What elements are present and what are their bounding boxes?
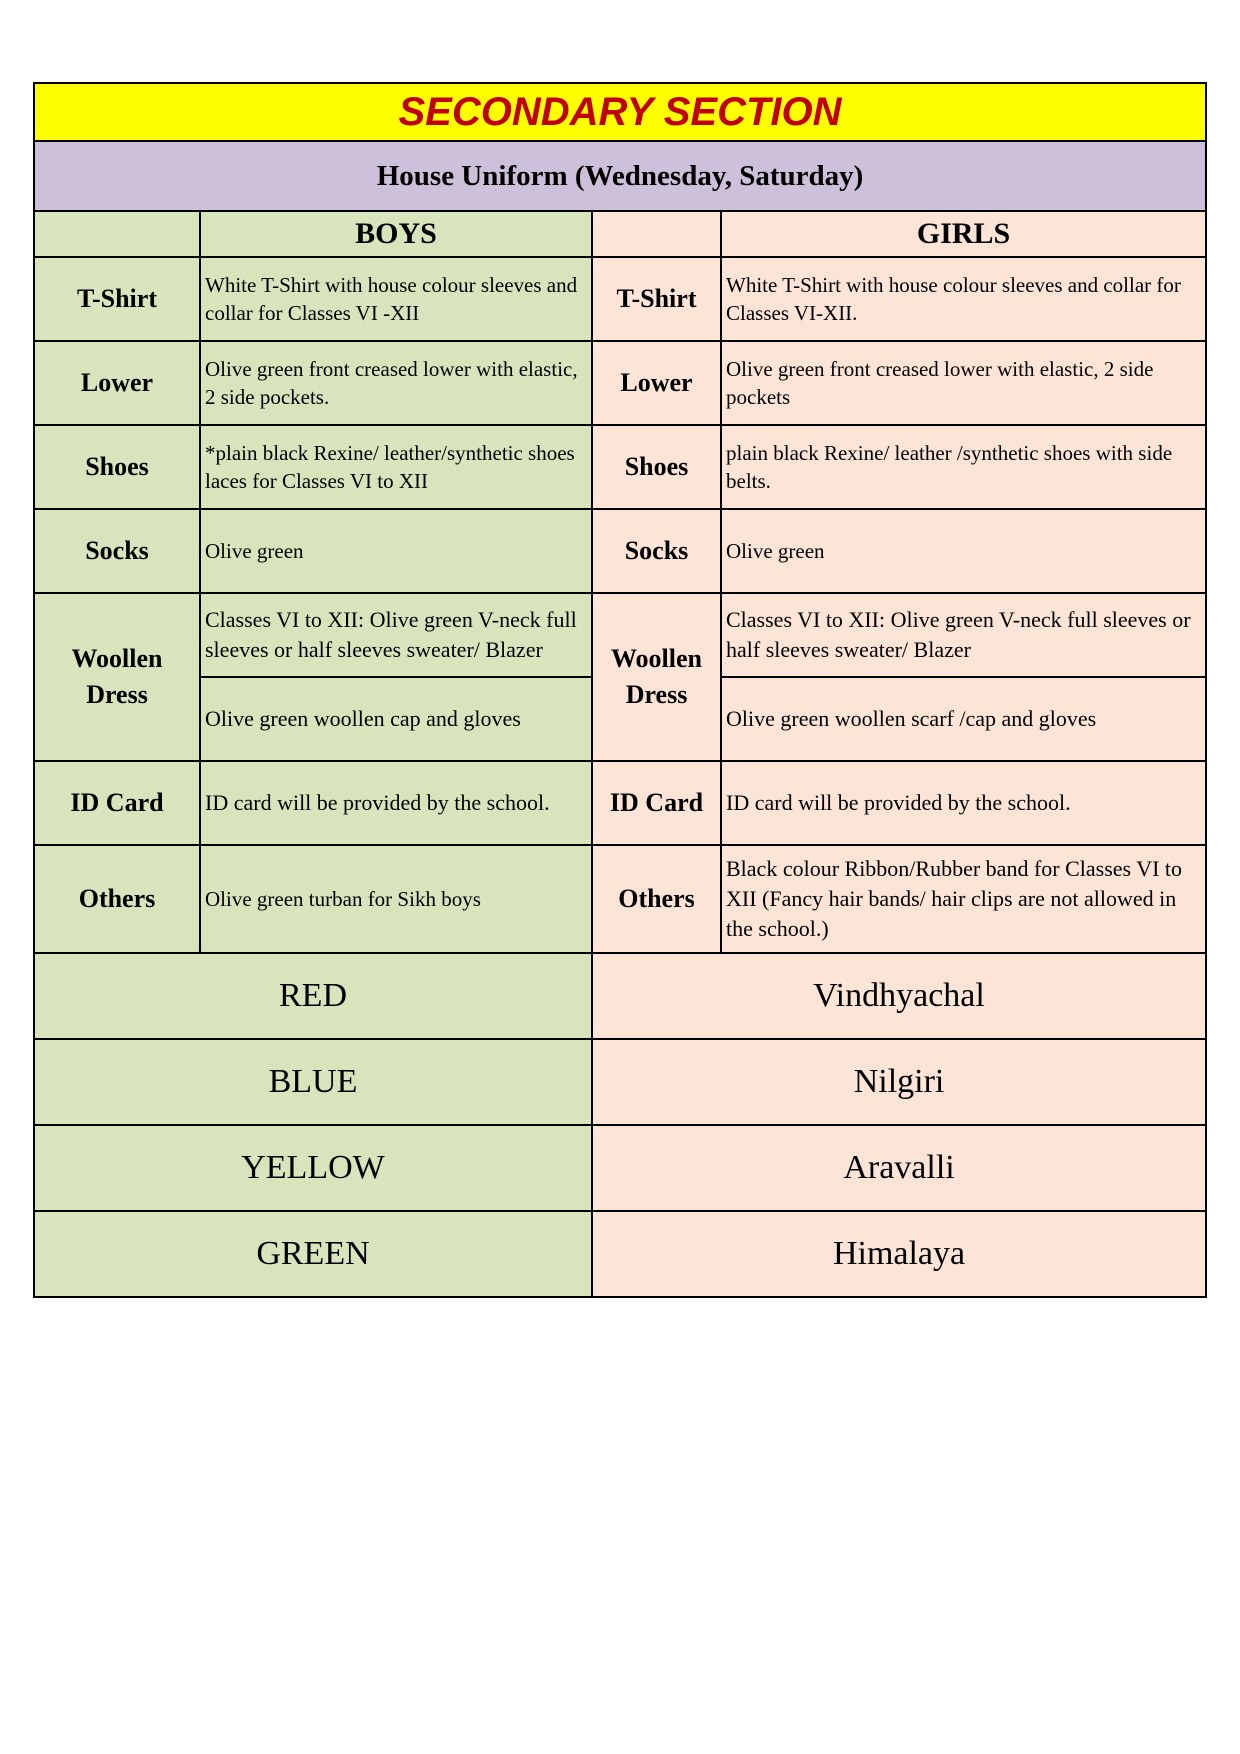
house-row (34, 1039, 1206, 1125)
girls-socks-desc: Olive green (721, 509, 1206, 593)
boys-shoes-label: Shoes (34, 425, 200, 509)
boys-woollen-label: Woollen Dress (34, 593, 200, 761)
boys-woollen-desc-2: Olive green woollen cap and gloves (200, 677, 592, 761)
house-row (34, 1125, 1206, 1211)
boys-lower-desc: Olive green front creased lower with elastic, 2 side pockets. (200, 341, 592, 425)
girls-others-desc: Black colour Ribbon/Rubber band for Classes VI to XII (Fancy hair bands/ hair clips are not allowed in the school.) (721, 845, 1206, 953)
girls-idcard-desc: ID card will be provided by the school. (721, 761, 1206, 845)
empty-header-cell (592, 211, 721, 257)
house-row (34, 1211, 1206, 1297)
girls-socks-label: Socks (592, 509, 721, 593)
girls-others-label: Others (592, 845, 721, 953)
woollen-row-1 (34, 593, 1206, 677)
boys-idcard-label: ID Card (34, 761, 200, 845)
house-name: Himalaya (592, 1211, 1206, 1297)
house-colour: GREEN (34, 1211, 592, 1297)
others-row (34, 845, 1206, 953)
girls-shoes-label: Shoes (592, 425, 721, 509)
girls-lower-label: Lower (592, 341, 721, 425)
girls-header: GIRLS (721, 211, 1206, 257)
boys-idcard-desc: ID card will be provided by the school. (200, 761, 592, 845)
idcard-row (34, 761, 1206, 845)
house-colour: YELLOW (34, 1125, 592, 1211)
girls-woollen-label: Woollen Dress (592, 593, 721, 761)
boys-socks-label: Socks (34, 509, 200, 593)
tshirt-row (34, 257, 1206, 341)
girls-woollen-desc-2: Olive green woollen scarf /cap and gloves (721, 677, 1206, 761)
house-name: Nilgiri (592, 1039, 1206, 1125)
boys-others-label: Others (34, 845, 200, 953)
boys-socks-desc: Olive green (200, 509, 592, 593)
boys-tshirt-desc: White T-Shirt with house colour sleeves and collar for Classes VI -XII (200, 257, 592, 341)
girls-shoes-desc: plain black Rexine/ leather /synthetic shoes with side belts. (721, 425, 1206, 509)
socks-row (34, 509, 1206, 593)
girls-tshirt-label: T-Shirt (592, 257, 721, 341)
boys-others-desc: Olive green turban for Sikh boys (200, 845, 592, 953)
girls-woollen-desc-1: Classes VI to XII: Olive green V-neck full sleeves or half sleeves sweater/ Blazer (721, 593, 1206, 677)
boys-lower-label: Lower (34, 341, 200, 425)
boys-shoes-desc: *plain black Rexine/ leather/synthetic shoes laces for Classes VI to XII (200, 425, 592, 509)
shoes-row (34, 425, 1206, 509)
girls-idcard-label: ID Card (592, 761, 721, 845)
house-name: Aravalli (592, 1125, 1206, 1211)
girls-lower-desc: Olive green front creased lower with elastic, 2 side pockets (721, 341, 1206, 425)
girls-tshirt-desc: White T-Shirt with house colour sleeves and collar for Classes VI-XII. (721, 257, 1206, 341)
empty-header-cell (34, 211, 200, 257)
boys-tshirt-label: T-Shirt (34, 257, 200, 341)
section-title: SECONDARY SECTION (34, 83, 1206, 141)
lower-row (34, 341, 1206, 425)
boys-woollen-desc-1: Classes VI to XII: Olive green V-neck full sleeves or half sleeves sweater/ Blazer (200, 593, 592, 677)
uniform-subtitle: House Uniform (Wednesday, Saturday) (34, 141, 1206, 211)
house-colour: RED (34, 953, 592, 1039)
uniform-table (33, 82, 1207, 1298)
house-colour: BLUE (34, 1039, 592, 1125)
house-row (34, 953, 1206, 1039)
house-name: Vindhyachal (592, 953, 1206, 1039)
boys-header: BOYS (200, 211, 592, 257)
